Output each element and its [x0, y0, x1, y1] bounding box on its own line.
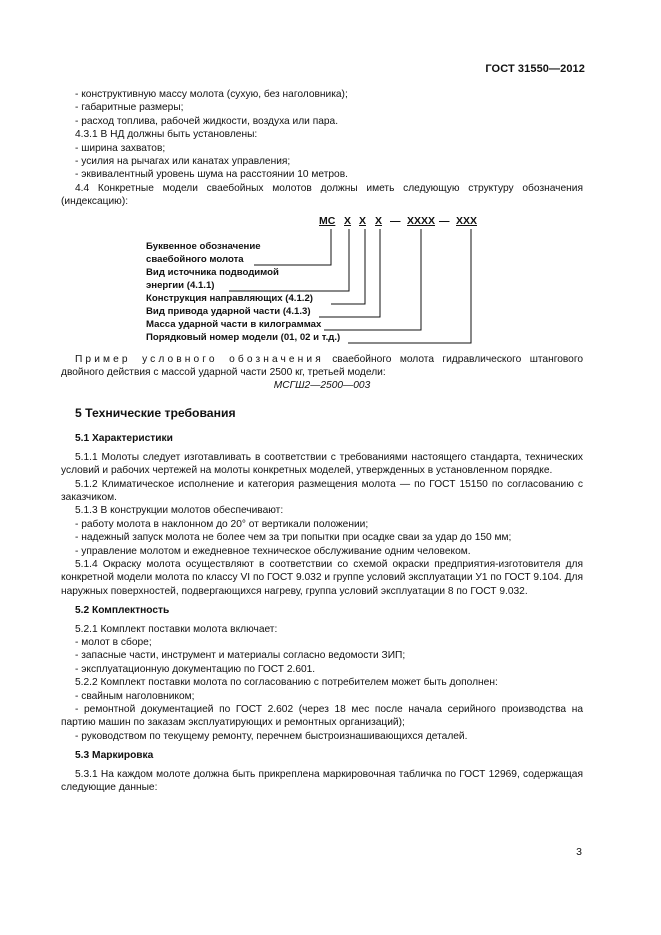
list-item: - молот в сборе; — [75, 636, 152, 648]
label-energy-source-2: энергии (4.1.1) — [146, 279, 215, 291]
clause-5-1-2: 5.1.2 Климатическое исполнение и категория размещения молота — по ГОСТ 15150 по согласованию с заказчиком. — [61, 478, 583, 503]
code-dash-2: — — [439, 214, 450, 227]
leader-line-letter — [254, 229, 331, 265]
clause-5-1-1: 5.1.1 Молоты следует изготавливать в соответствии с требованиями настоящего стандарта, технических условий и рабочих чертежей на молоты конкретных моделей, утвержденных в установленном порядке. — [61, 451, 583, 477]
clause-5-3-1: 5.3.1 На каждом молоте должна быть прикреплена маркировочная табличка по ГОСТ 12969, содержащая следующие данные: — [61, 768, 583, 794]
example-code: МСГШ2—2500—003 — [273, 380, 371, 392]
document-header: ГОСТ 31550—2012 — [485, 63, 585, 75]
code-part-x2: Х — [359, 214, 367, 227]
list-item: - габаритные размеры; — [75, 102, 184, 114]
list-item: - работу молота в наклонном до 20° от вертикали положении; — [75, 518, 369, 530]
leader-line-mass — [324, 229, 421, 330]
label-letter-designation-2: сваебойного молота — [146, 253, 244, 265]
clause-4-3-1: 4.3.1 В НД должны быть установлены: — [75, 129, 258, 141]
list-item: - усилия на рычагах или канатах управления; — [75, 156, 291, 168]
code-part-x3: Х — [375, 214, 383, 227]
label-model-number: Порядковый номер модели (01, 02 и т.д.) — [146, 331, 341, 343]
list-item: - конструктивную массу молота (сухую, без наголовника); — [75, 89, 348, 100]
clause-5-1-4: 5.1.4 Окраску молота осуществляют в соответствии со схемой окраски предприятия-изготовителя для конкретной модели молота по классу VI по ГОСТ 9.032 и группе условий эксплуатации У1 по ГОСТ 9.104. Для наружных поверхностей, подвергающихся нагреву, группа условий эксплуатации 8 по ГОСТ 9.032. — [61, 558, 583, 597]
label-letter-designation: Буквенное обозначение — [146, 240, 261, 252]
clause-5-2-1: 5.2.1 Комплект поставки молота включает: — [75, 623, 278, 635]
section-5-2-title: 5.2 Комплектность — [75, 605, 170, 617]
example-paragraph — [61, 353, 583, 380]
diagram-leader-lines — [61, 211, 583, 351]
section-5-title: 5 Технические требования — [75, 405, 236, 420]
list-item: - ремонтной документацией по ГОСТ 2.602 (через 18 мес после начала серийного производства на партию машин по заказам эксплуатирующих и ремонтных организаций); — [61, 704, 583, 729]
example-text: сваебойного молота гидравлического штангового двойного действия с массой ударной части 2500 кг, третьей модели: — [61, 353, 583, 379]
list-item: - эксплуатационную документацию по ГОСТ 2.601. — [75, 663, 316, 675]
designation-structure-diagram — [61, 211, 583, 351]
section-5-1-title: 5.1 Характеристики — [75, 433, 173, 445]
list-item: - управление молотом и ежедневное техническое обслуживание одним человеком. — [75, 545, 471, 557]
leader-line-guides — [331, 229, 365, 304]
list-item: - запасные части, инструмент и материалы согласно ведомости ЗИП; — [75, 650, 406, 662]
label-energy-source: Вид источника подводимой — [146, 266, 279, 278]
label-drive: Вид привода ударной части (4.1.3) — [146, 305, 311, 317]
list-item: - эквивалентный уровень шума на расстоянии 10 метров. — [75, 169, 348, 181]
section-5-3-title: 5.3 Маркировка — [75, 750, 154, 762]
example-label: Пример условного обозначения — [75, 353, 324, 365]
page-number: 3 — [576, 846, 582, 858]
code-dash-1: — — [390, 214, 401, 227]
clause-5-2-2: 5.2.2 Комплект поставки молота по согласованию с потребителем может быть дополнен: — [75, 677, 498, 689]
list-item: - расход топлива, рабочей жидкости, воздуха или пара. — [75, 115, 339, 127]
list-item: - надежный запуск молота не более чем за три попытки при осадке сваи за удар до 150 мм; — [75, 532, 512, 544]
list-item: - свайным наголовником; — [75, 690, 195, 702]
clause-4-4: 4.4 Конкретные модели сваебойных молотов должны иметь следующую структуру обозначения (индексацию): — [61, 182, 583, 208]
list-item: - руководством по текущему ремонту, перечнем быстроизнашивающихся деталей. — [75, 730, 468, 742]
code-part-model: ХХХ — [456, 214, 478, 227]
page-content — [61, 88, 583, 794]
code-part-mc: МС — [319, 214, 336, 227]
label-mass: Масса ударной части в килограммах — [146, 318, 322, 330]
label-guides: Конструкция направляющих (4.1.2) — [146, 292, 313, 304]
clause-5-1-3: 5.1.3 В конструкции молотов обеспечивают: — [75, 505, 284, 517]
code-part-mass: ХХХХ — [407, 214, 436, 227]
leader-line-model — [348, 229, 471, 343]
code-part-x1: Х — [344, 214, 352, 227]
list-item: - ширина захватов; — [75, 142, 166, 154]
